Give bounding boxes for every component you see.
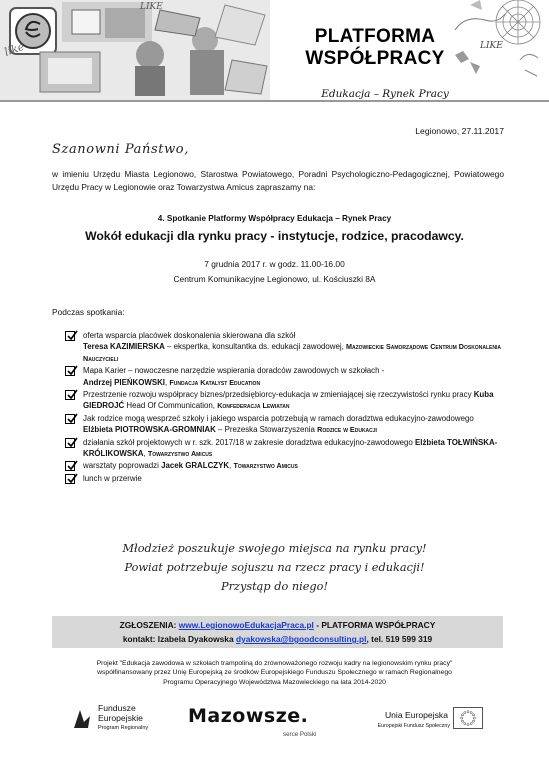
agenda-item — [65, 389, 505, 412]
agenda-speaker-role: – Prezeska Stowarzyszenia — [215, 425, 318, 435]
footer-note-line1: Projekt "Edukacja zawodowa w szkołach trampoliną do zrównoważonego rozwoju kadry na legionowskim rynku pracy" — [96, 660, 453, 667]
registration-label: ZGŁOSZENIA: — [119, 620, 179, 630]
contact-phone: , tel. 519 599 319 — [366, 634, 433, 644]
agenda-org: Konfederacja Lewiatan — [217, 401, 290, 411]
meeting-title: Wokół edukacji dla rynku pracy - instytucje, rodzice, pracodawcy. — [85, 229, 464, 243]
logos-bar — [0, 702, 549, 752]
ue-logo-sub: Europejski Fundusz Społeczny — [377, 723, 450, 729]
agenda-org: Rodzice w Edukacji — [317, 425, 377, 435]
contact-label: kontakt: Izabela Dyakowska — [122, 634, 236, 644]
like-word-1: like — [2, 39, 27, 59]
agenda-org: Mazowieckie Samorządowe Centrum Doskonalenia Nauczycieli — [83, 342, 501, 363]
agenda-list — [65, 330, 505, 485]
agenda-text: Przestrzenie rozwoju współpracy biznes/przedsiębiorcy-edukacja w zmieniającej się rzeczywistości rynku pracy — [83, 390, 474, 400]
letter-intro: w imieniu Urzędu Miasta Legionowo, Starostwa Powiatowego, Poradni Psychologiczno-Pedagogicznej, Powiatowego Urzędu Pracy w Legionowie oraz Towarzystwa Amicus zapraszamy na: — [52, 169, 504, 192]
contact-box — [52, 616, 503, 648]
agenda-text: działania szkół projektowych w r. szk. 2017/18 w zakresie doradztwa edukacyjno-zawodowego — [83, 437, 416, 447]
slogan-line2: Powiat potrzebuje sojuszu na rzecz pracy i edukacji! — [124, 561, 425, 574]
mazowsze-logo-sub: serce Polski — [283, 731, 317, 738]
footer-note — [30, 659, 519, 687]
footer-note-line2: współfinansowany przez Unię Europejską ze środków Europejskiego Funduszu Społecznego w ramach Regionalnego — [97, 669, 452, 677]
agenda-speaker: Teresa KAZIMIERSKA — [83, 342, 165, 352]
agenda-text: Mapa Karier – nowoczesne narzędzie wspierania doradców zawodowych w szkołach - — [83, 366, 385, 376]
agenda-org: Towarzystwo Amicus — [233, 461, 298, 471]
fe-logo-line2: Europejskie — [98, 713, 143, 723]
agenda-speaker: Andrzej PIEŃKOWSKI — [83, 377, 165, 387]
agenda-speaker-role: – ekspertka, konsultantka ds. edukacji zawodowej, — [164, 342, 347, 352]
agenda-item — [65, 437, 505, 460]
agenda-text: Jak rodzice mogą wesprzeć szkoły i jakiego wsparcia potrzebują w ramach doradztwa edukacyjno-zawodowego — [83, 413, 474, 423]
registration-link[interactable]: www.LegionowoEdukacjaPraca.pl — [178, 620, 314, 630]
agenda-text: warsztaty poprowadzi — [83, 461, 162, 471]
slogan-line3: Przystąp do niego! — [220, 580, 328, 593]
checkbox-checked-icon — [65, 461, 75, 471]
header-collage-illustration — [0, 0, 549, 100]
fe-logo-text — [98, 703, 143, 723]
letter-salutation: Szanowni Państwo, — [52, 142, 189, 157]
checkbox-checked-icon — [65, 366, 75, 376]
meeting-date: 7 grudnia 2017 r. w godz. 11.00-16.00 — [204, 259, 345, 269]
agenda-item — [65, 330, 505, 364]
slogan-line1: Młodzież poszukuje swojego miejsca na rynku pracy! — [122, 542, 427, 555]
header-banner — [0, 0, 549, 104]
eu-flag-icon — [453, 707, 483, 729]
agenda-text: oferta wsparcia placówek doskonalenia skierowana dla szkół — [83, 331, 296, 340]
footer-note-line3: Programu Operacyjnego Województwa Mazowieckiego na lata 2014-2020 — [163, 678, 386, 686]
registration-line — [52, 618, 503, 632]
agenda-item — [65, 460, 505, 471]
checkbox-checked-icon — [65, 331, 75, 341]
agenda-text: lunch w przerwie — [83, 473, 142, 483]
contact-line — [52, 632, 503, 646]
agenda-speaker: Kuba GIEDROJĆ — [83, 390, 494, 411]
registration-suffix: - PLATFORMA WSPÓŁPRACY — [313, 620, 436, 630]
agenda-speaker: Elżbieta TOŁWIŃSKA-KRÓLIKOWSKA — [83, 437, 498, 459]
agenda-speaker-role: , — [143, 449, 148, 459]
during-label: Podczas spotkania: — [52, 307, 125, 317]
checkbox-checked-icon — [65, 414, 75, 424]
unia-europejska-logo — [378, 710, 488, 750]
ue-logo-text: Unia Europejska — [384, 710, 448, 720]
fe-star-icon — [70, 702, 94, 732]
slogans — [0, 539, 549, 596]
agenda-item — [65, 365, 505, 388]
svg-text:LIKE: LIKE — [480, 41, 503, 51]
agenda-speaker: Jacek GRALCZYK — [161, 461, 230, 471]
platform-subtitle: Edukacja – Rynek Pracy — [321, 88, 449, 100]
checkbox-checked-icon — [65, 390, 75, 400]
platform-title-line2: WSPÓŁPRACY — [305, 48, 445, 69]
mazowsze-logo — [188, 705, 333, 745]
agenda-speaker: Elżbieta PIOTROWSKA-GROMNIAK — [83, 425, 216, 435]
letter-date: Legionowo, 27.11.2017 — [415, 126, 504, 136]
agenda-item — [65, 473, 505, 484]
agenda-speaker-role: , — [229, 461, 234, 471]
fundusze-europejskie-logo — [70, 702, 170, 742]
fe-logo-sub: Program Regionalny — [98, 725, 149, 731]
agenda-item — [65, 413, 505, 436]
agenda-speaker-role: Head Of Communication, — [124, 401, 218, 411]
agenda-org: Fundacja Katalyst Education — [169, 377, 261, 387]
platform-title — [300, 26, 450, 70]
platform-title-line1: PLATFORMA — [314, 26, 436, 47]
fe-logo-line1: Fundusze — [98, 703, 136, 713]
meeting-place: Centrum Komunikacyjne Legionowo, ul. Kościuszki 8A — [173, 274, 376, 284]
contact-email-link[interactable]: dyakowska@bgoodconsulting.pl — [235, 634, 367, 644]
meeting-number: 4. Spotkanie Platformy Współpracy Edukacja – Rynek Pracy — [157, 214, 392, 223]
svg-text:LIKE: LIKE — [140, 2, 163, 12]
checkbox-checked-icon — [65, 438, 75, 448]
agenda-org: Towarzystwo Amicus — [147, 449, 213, 459]
checkbox-checked-icon — [65, 474, 75, 484]
agenda-speaker-role: , — [164, 377, 170, 387]
mazowsze-logo-text: Mazowsze. — [188, 705, 309, 727]
header-divider — [0, 100, 549, 102]
